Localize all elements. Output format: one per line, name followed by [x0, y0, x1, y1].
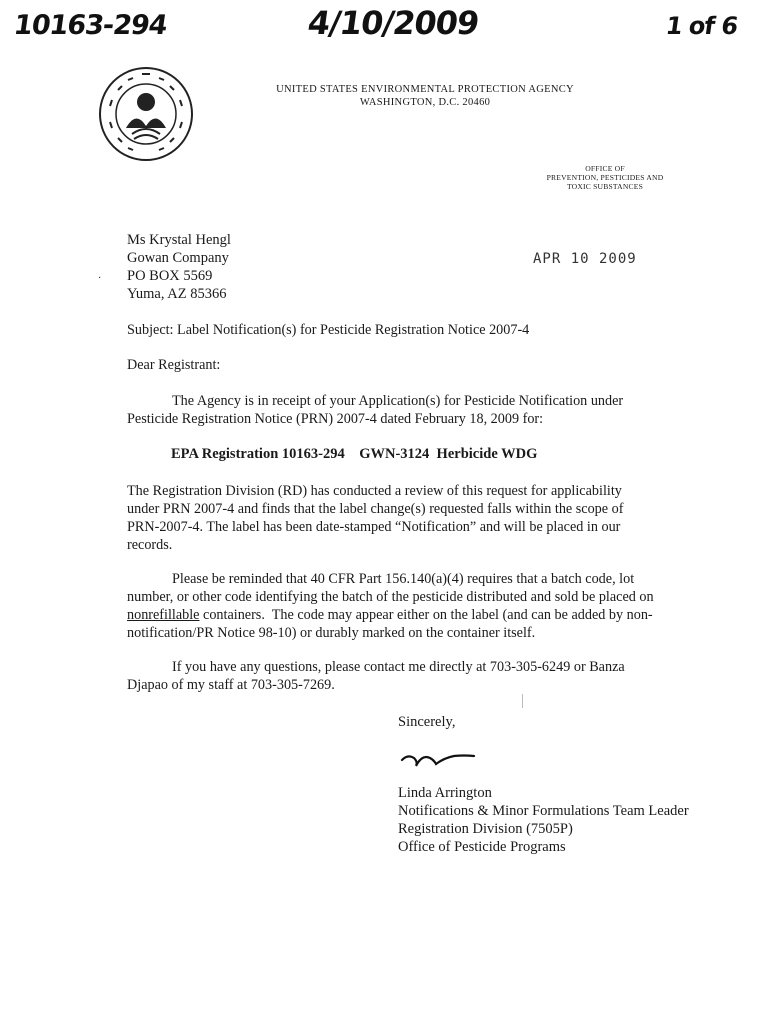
stray-mark	[522, 694, 523, 708]
paragraph-line: under PRN 2007-4 and finds that the label change(s) requested falls within the scope of	[127, 501, 624, 517]
office-line: TOXIC SUBSTANCES	[566, 182, 644, 191]
signatory-name: Linda Arrington	[398, 785, 492, 801]
office-line: OFFICE OF	[585, 164, 625, 173]
paragraph-line: records.	[127, 537, 173, 553]
signature-mark	[398, 744, 478, 772]
recipient-company: Gowan Company	[127, 250, 229, 266]
office-line: PREVENTION, PESTICIDES AND	[546, 173, 664, 182]
signatory-office: Office of Pesticide Programs	[398, 839, 566, 855]
handwritten-page-count: 1 of 6	[664, 12, 740, 40]
paragraph-line: number, or other code identifying the batch of the pesticide distributed and sold be placed on	[127, 589, 654, 605]
paragraph-line: notification/PR Notice 98-10) or durably marked on the container itself.	[127, 625, 536, 641]
underlined-term: nonrefillable	[127, 607, 200, 623]
handwritten-registration-number: 10163-294	[11, 10, 169, 41]
registration-line: EPA Registration 10163-294 GWN-3124 Herbicide WDG	[171, 446, 538, 462]
recipient-city: Yuma, AZ 85366	[127, 286, 227, 302]
closing: Sincerely,	[398, 714, 456, 730]
paragraph-line: If you have any questions, please contact me directly at 703-305-6249 or Banza	[172, 659, 625, 675]
stray-mark: ·	[98, 273, 102, 284]
epa-seal-logo	[98, 66, 194, 162]
agency-name: UNITED STATES ENVIRONMENTAL PROTECTION AGENCY	[276, 84, 574, 95]
paragraph-line: Please be reminded that 40 CFR Part 156.140(a)(4) requires that a batch code, lot	[172, 571, 635, 587]
paragraph-batch-code	[127, 570, 657, 642]
paragraph-review	[127, 482, 657, 554]
paragraph-line: PRN-2007-4. The label has been date-stamped “Notification” and will be placed in our	[127, 519, 621, 535]
paragraph-text: containers. The code may appear either on the label (and can be added by non-	[199, 607, 653, 623]
recipient-name: Ms Krystal Hengl	[127, 232, 231, 248]
date-stamp: APR 10 2009	[533, 251, 637, 267]
signatory-division: Registration Division (7505P)	[398, 821, 573, 837]
agency-address: WASHINGTON, D.C. 20460	[359, 97, 491, 108]
paragraph-line: Pesticide Registration Notice (PRN) 2007-4 dated February 18, 2009 for:	[127, 411, 544, 427]
paragraph-line: The Agency is in receipt of your Application(s) for Pesticide Notification under	[172, 393, 624, 409]
paragraph-receipt	[127, 392, 657, 428]
salutation: Dear Registrant:	[127, 357, 221, 373]
paragraph-line: Djapao of my staff at 703-305-7269.	[127, 677, 335, 693]
handwritten-date: 4/10/2009	[305, 4, 481, 42]
subject-line: Subject: Label Notification(s) for Pesticide Registration Notice 2007-4	[127, 322, 530, 338]
recipient-po-box: PO BOX 5569	[127, 268, 213, 284]
paragraph-line: The Registration Division (RD) has conducted a review of this request for applicability	[127, 483, 622, 499]
paragraph-contact	[127, 658, 657, 694]
paragraph-line	[127, 606, 657, 624]
signatory-title: Notifications & Minor Formulations Team Leader	[398, 803, 689, 819]
